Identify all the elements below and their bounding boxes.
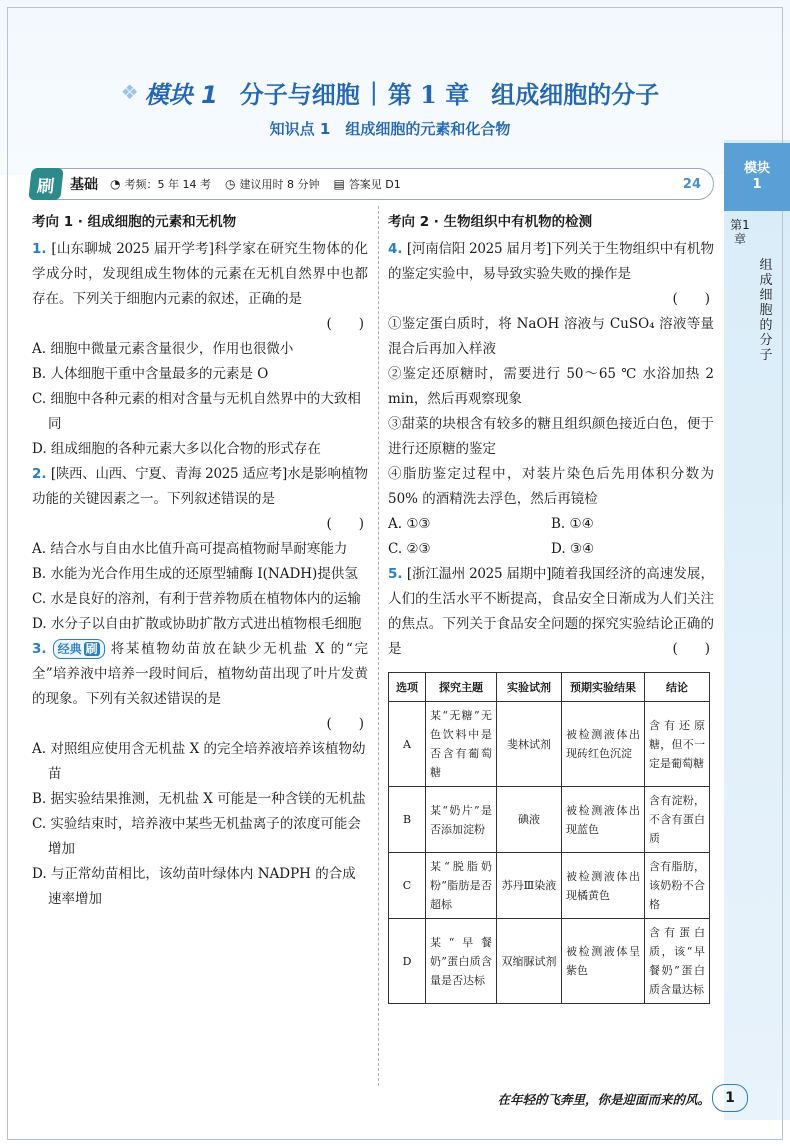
table-row[interactable] [389, 702, 710, 787]
mascot-icon: 24 [682, 176, 701, 192]
frequency-meta [110, 176, 211, 192]
table-cell: 某“早餐奶”蛋白质含量是否达标 [426, 919, 497, 1004]
table-cell: B [389, 787, 426, 853]
option-a[interactable]: A. 结合水与自由水比值升高可提高植物耐旱耐寒能力 [32, 541, 348, 557]
right-column [388, 210, 714, 1004]
basic-label: 基础 [70, 177, 98, 193]
question-number: 2. [32, 466, 47, 482]
answer-blank[interactable]: ( ) [326, 316, 364, 332]
time-text: 建议用时 8 分钟 [239, 178, 320, 191]
table-cell: 碘液 [497, 787, 562, 853]
question-stem: 随着我国经济的高速发展，人们的生活水平不断提高，食品安全日渐成为人们关注的焦点。下列关于食品安全问题的探究实验结论正确的是 [388, 566, 715, 657]
page-number: 1 [712, 1084, 748, 1112]
basic-practice-bar [30, 168, 714, 200]
answer-blank[interactable]: ( ) [672, 641, 710, 657]
module-label: 模块 1 [144, 80, 218, 109]
table-header: 实验试剂 [497, 673, 562, 702]
answer-text: 答案见 D1 [348, 178, 401, 191]
option-c[interactable]: C. 水是良好的溶剂，有利于营养物质在植物体内的运输 [32, 591, 361, 607]
question-5[interactable] [388, 562, 714, 662]
question-source: [河南信阳 2025 届月考] [406, 241, 552, 257]
table-header: 选项 [389, 673, 426, 702]
clock-icon: ◷ [224, 177, 236, 191]
side-module-tab[interactable] [724, 143, 790, 211]
table-cell: C [389, 853, 426, 919]
question-3[interactable] [32, 637, 368, 712]
statement-4: ④脂肪鉴定过程中，对装片染色后先用体积分数为 50% 的酒精洗去浮色，然后再镜检 [388, 466, 714, 507]
column-divider [378, 206, 379, 1086]
feather-icon: ❖ [120, 80, 139, 104]
side-chapter-title: 组成细胞的分子 [759, 258, 773, 363]
option-d[interactable]: D. 组成细胞的各种元素大多以化合物的形式存在 [32, 441, 321, 457]
table-cell: 含有脂肪，该奶粉不合格 [645, 853, 710, 919]
left-column [32, 210, 368, 912]
knowledge-point-title: 知识点 1 组成细胞的元素和化合物 [269, 120, 511, 138]
question-source: [陕西、山西、宁夏、青海 2025 适应考] [50, 466, 287, 482]
option-d[interactable]: D. ③④ [551, 541, 595, 557]
classic-tag-text: 经典 [57, 642, 82, 656]
option-b[interactable]: B. 据实验结果推测，无机盐 X 可能是一种含镁的无机盐 [32, 791, 366, 807]
statement-3: ③甜菜的块根含有较多的糖且组织颜色接近白色，便于进行还原糖的鉴定 [388, 416, 714, 457]
question-stem: 水是影响植物功能的关键因素之一。下列叙述错误的是 [32, 466, 369, 507]
question-number: 1. [32, 241, 47, 257]
question-source: [浙江温州 2025 届期中] [406, 566, 552, 582]
question-number: 4. [388, 241, 403, 257]
option-b[interactable]: B. 水能为光合作用生成的还原型辅酶 Ⅰ(NADH)提供氢 [32, 566, 358, 582]
experiment-table [388, 672, 710, 1004]
question-number: 5. [388, 566, 403, 582]
classic-tag [53, 639, 105, 659]
option-c[interactable]: C. ②③ [388, 541, 431, 557]
chapter-label: 第 1 章 [387, 79, 470, 109]
question-4[interactable] [388, 237, 714, 287]
shua-badge: 刷 [28, 168, 63, 200]
answer-meta[interactable] [333, 176, 400, 192]
table-row[interactable] [389, 853, 710, 919]
option-d[interactable]: D. 与正常幼苗相比，该幼苗叶绿体内 NADPH 的合成速率增加 [32, 866, 356, 907]
table-cell: 某“脱脂奶粉”脂肪是否超标 [426, 853, 497, 919]
option-b[interactable]: B. ①④ [551, 516, 594, 532]
answer-icon: ▤ [333, 177, 345, 191]
table-cell: 被检测液体出现橘黄色 [562, 853, 645, 919]
table-cell: A [389, 702, 426, 787]
statement-1: ①鉴定蛋白质时，将 NaOH 溶液与 CuSO₄ 溶液等量混合后再加入样液 [388, 316, 714, 357]
table-cell: 含有淀粉，不含有蛋白质 [645, 787, 710, 853]
option-b[interactable]: B. 人体细胞干重中含量最多的元素是 O [32, 366, 269, 382]
side-chapter-num: 第1章 [730, 218, 750, 246]
title-divider: | [369, 78, 378, 106]
table-row[interactable] [389, 787, 710, 853]
answer-blank[interactable]: ( ) [326, 516, 364, 532]
section-heading-2: 考向 2 · 生物组织中有机物的检测 [388, 214, 593, 230]
option-c[interactable]: C. 实验结束时，培养液中某些无机盐离子的浓度可能会增加 [32, 816, 361, 857]
question-2[interactable] [32, 462, 368, 512]
time-meta [225, 176, 319, 192]
table-cell: 双缩脲试剂 [497, 919, 562, 1004]
question-1[interactable] [32, 237, 368, 312]
option-a[interactable]: A. ①③ [388, 516, 431, 532]
option-d[interactable]: D. 水分子以自由扩散或协助扩散方式进出植物根毛细胞 [32, 616, 362, 632]
question-stem: 科学家在研究生物体的化学成分时，发现组成生物体的元素在无机自然界中也都存在。下列关于细胞内元素的叙述，正确的是 [32, 241, 368, 307]
table-cell: 被检测液体出现砖红色沉淀 [562, 702, 645, 787]
frequency-text: 考频：5 年 14 考 [124, 178, 211, 191]
footer-motto: 在年轻的飞奔里，你是迎面而来的风。 [497, 1092, 710, 1107]
table-cell: 苏丹Ⅲ染液 [497, 853, 562, 919]
table-header-row [389, 673, 710, 702]
answer-blank[interactable]: ( ) [672, 291, 710, 307]
question-number: 3. [32, 641, 47, 657]
table-cell: 某“无糖”无色饮料中是否含有葡萄糖 [426, 702, 497, 787]
side-tab-line2: 1 [752, 177, 762, 192]
table-cell: 被检测液体呈紫色 [562, 919, 645, 1004]
table-cell: D [389, 919, 426, 1004]
table-header: 结论 [645, 673, 710, 702]
chart-icon: ◔ [110, 177, 121, 191]
table-cell: 斐林试剂 [497, 702, 562, 787]
table-row[interactable] [389, 919, 710, 1004]
table-cell: 含有还原糖，但不一定是葡萄糖 [645, 702, 710, 787]
page-title [80, 72, 700, 112]
chapter-title: 组成细胞的分子 [491, 79, 660, 109]
question-stem: 下列关于生物组织中有机物的鉴定实验中，易导致实验失败的操作是 [388, 241, 715, 282]
option-grid [388, 512, 714, 562]
answer-blank[interactable]: ( ) [326, 716, 364, 732]
statement-2: ②鉴定还原糖时，需要进行 50～65 ℃ 水浴加热 2 min，然后再观察现象 [388, 366, 714, 407]
question-stem: 将某植物幼苗放在缺少无机盐 X 的“完全”培养液中培养一段时间后，植物幼苗出现了叶片发黄的现象。下列有关叙述错误的是 [32, 641, 368, 707]
table-header: 探究主题 [426, 673, 497, 702]
question-source: [山东聊城 2025 届开学考] [51, 241, 214, 257]
classic-tag-badge: 刷 [85, 642, 98, 656]
option-a[interactable]: A. 对照组应使用含无机盐 X 的完全培养液培养该植物幼苗 [32, 741, 366, 782]
option-c[interactable]: C. 细胞中各种元素的相对含量与无机自然界中的大致相同 [32, 391, 361, 432]
module-title: 分子与细胞 [239, 80, 360, 109]
option-a[interactable]: A. 细胞中微量元素含量很少，作用也很微小 [32, 341, 294, 357]
table-cell: 某“奶片”是否添加淀粉 [426, 787, 497, 853]
table-header: 预期实验结果 [562, 673, 645, 702]
table-cell: 被检测液体出现蓝色 [562, 787, 645, 853]
section-heading-1: 考向 1 · 组成细胞的元素和无机物 [32, 214, 237, 230]
side-tab-line1: 模块 [743, 161, 770, 176]
table-cell: 含有蛋白质，该“早餐奶”蛋白质含量达标 [645, 919, 710, 1004]
